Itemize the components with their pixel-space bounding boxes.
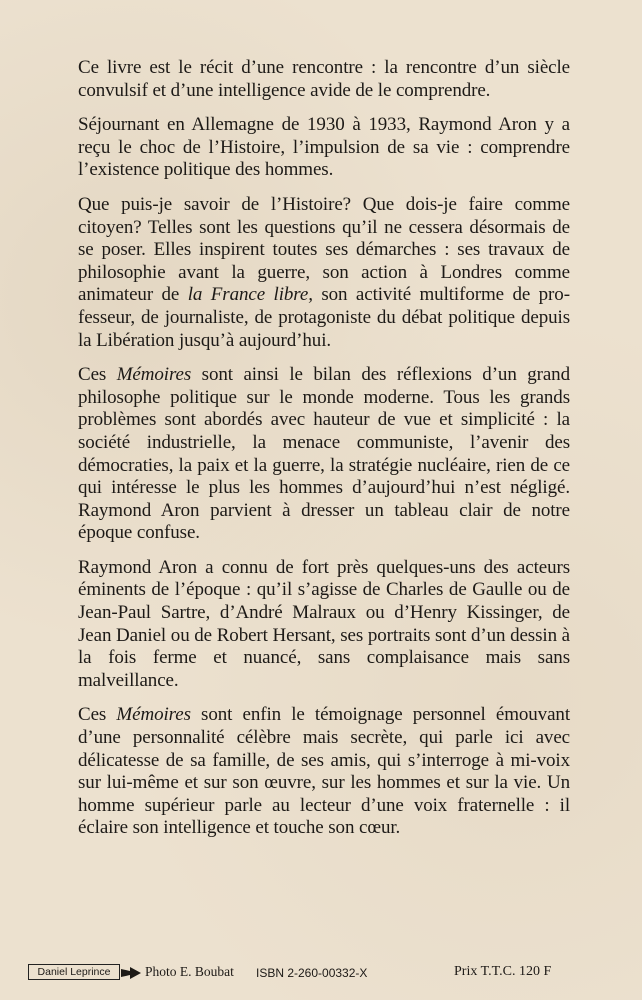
- back-cover-blurb: [78, 57, 570, 852]
- paragraph-text: Ces: [78, 364, 117, 386]
- paragraph: [78, 57, 570, 102]
- paragraph: [78, 364, 570, 545]
- italic-title: Mémoires: [116, 704, 191, 726]
- paragraph: [78, 114, 570, 182]
- paragraph: [78, 194, 570, 352]
- italic-title: la France libre,: [187, 284, 313, 306]
- designer-credit-box: Daniel Leprince: [28, 964, 120, 980]
- italic-title: Mémoires: [116, 364, 192, 386]
- arrow-icon: [121, 966, 141, 978]
- price: Prix T.T.C. 120 F: [454, 964, 552, 979]
- paragraph: [78, 557, 570, 693]
- isbn: ISBN 2-260-00332-X: [256, 966, 368, 980]
- photo-credit: Photo E. Boubat: [145, 964, 234, 979]
- paragraph-text: Ces: [78, 704, 117, 726]
- paragraph-text: Ce livre est le récit d’une rencontre : la rencontre d’un siècle convulsif et d’une intelligence avide de le comprendre.: [78, 57, 570, 101]
- paragraph-text: Que puis-je savoir de l’Histoire? Que dois-je faire comme citoyen? Telles sont les questions qu’il ne cessera désormais de se poser. Elles inspirent toutes ses démarches : ses travaux de philosophie avant la guerre, son action à Londres comme animateur de: [78, 193, 570, 306]
- paragraph-text: sont enfin le témoignage personnel émouvant d’une personnalité célèbre mais secrète, qui parle ici avec délicatesse de sa famille, de ses amis, qui s’interroge à mi-voix sur lui-même et sur son œuvre, sur les hommes et sur la vie. Un homme supérieur parle au lecteur d’une voix fraternelle : il éclaire son intelligence et touche son cœur.: [78, 704, 570, 839]
- cover-footer: [28, 964, 618, 982]
- paragraph-text: son activité multiforme de professeur, de journaliste, de protagoniste du débat politique depuis la Libération jusqu’à aujourd’hui.: [78, 284, 571, 351]
- paragraph-text: sont ainsi le bilan des réflexions d’un grand philosophe politique sur le monde moderne. Tous les grands problèmes sont abordés avec hauteur de vue et simplicité : la société industrielle, la menace communiste, l’avenir des démocraties, la paix et la guerre, la stratégie nucléaire, rien de ce qui intéresse le plus les hommes d’aujourd’hui n’est négligé. Raymond Aron parvient à dresser un tableau clair de notre époque confuse.: [78, 364, 570, 544]
- paragraph-text: Raymond Aron a connu de fort près quelques-uns des acteurs éminents de l’époque : qu’il s’agisse de Charles de Gaulle ou de Jean-Paul Sartre, d’André Malraux ou d’Henry Kissinger, de Jean Daniel ou de Robert Hersant, ses portraits sont d’un dessin à la fois ferme et nuancé, sans complaisance mais sans malveillance.: [78, 556, 570, 691]
- paragraph-text: Séjournant en Allemagne de 1930 à 1933, Raymond Aron y a reçu le choc de l’Histoire, l’impulsion de sa vie : comprendre l’existence politique des hommes.: [78, 114, 570, 181]
- paragraph: [78, 704, 570, 840]
